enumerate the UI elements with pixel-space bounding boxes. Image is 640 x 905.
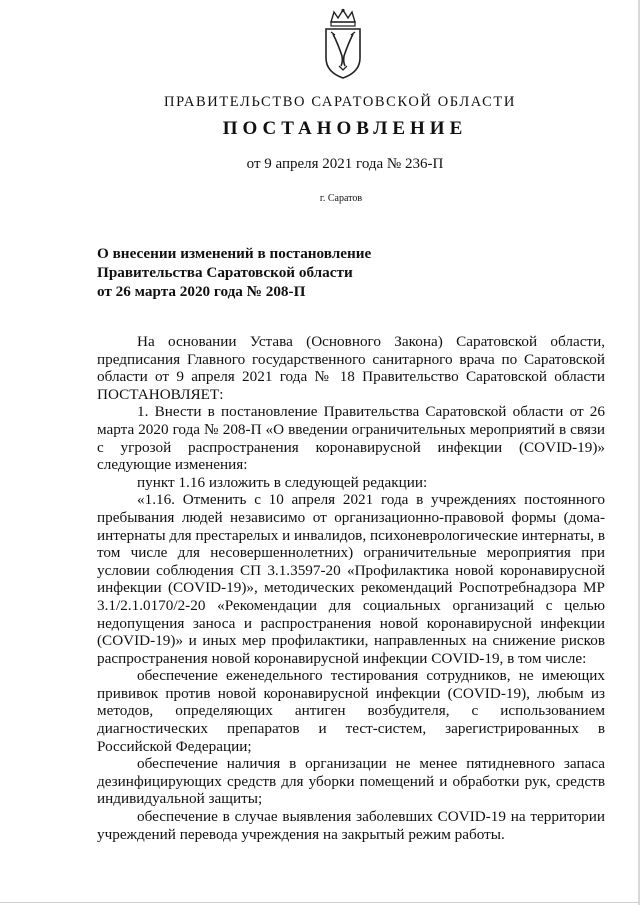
body-paragraph-item-1: 1. Внести в постановление Правительства Саратовской области от 26 марта 2020 года № 208-П «О введении ограничительных мероприятий в связи с угрозой распространения коронавирусной инфекции (COVID-19)» следующие изменения: [97,403,605,474]
document-city: г. Саратов [319,193,363,204]
document-type-title: ПОСТАНОВЛЕНИЕ [222,118,468,139]
body-paragraph-preamble: На основании Устава (Основного Закона) Саратовской области, предписания Главного государственного санитарного врача по Саратовской области от 9 апреля 2021 года № 18 Правительство Саратовской области ПОСТАНОВЛЯЕТ: [97,333,605,403]
document-body [97,333,605,843]
body-paragraph-point-1-16: пункт 1.16 изложить в следующей редакции: [137,473,428,491]
subject-line: Правительства Саратовской области [97,264,353,281]
body-paragraph-testing: обеспечение еженедельного тестирования сотрудников, не имеющих прививок против новой коронавирусной инфекции (COVID-19), любым из методов, определяющих антиген возбудителя, с использованием диагностических препаратов и тест-систем, зарегистрированных в Российской Федерации; [97,667,605,755]
document-subject [97,244,417,301]
body-paragraph-closed-mode: обеспечение в случае выявления заболевших COVID-19 на территории учреждений перевода учреждения на закрытый режим работы. [97,808,605,843]
saratov-coat-of-arms-icon [314,8,372,80]
scan-bottom-line [0,902,640,903]
body-paragraph-supplies: обеспечение наличия в организации не менее пятидневного запаса дезинфицирующих средств для уборки помещений и обработки рук, средств индивидуальной защиты; [97,755,605,808]
body-paragraph-new-wording: «1.16. Отменить с 10 апреля 2021 года в учреждениях постоянного пребывания людей независимо от организационно-правовой формы (дома-интернаты для престарелых и инвалидов, психоневрологические интернаты, в том числе для несовершеннолетних) ограничительные мероприятия при условии соблюдения СП 3.1.3597-20 «Профилактика новой коронавирусной инфекции (COVID-19)», методических рекомендаций Роспотребнадзора МР 3.1/2.1.0170/2-20 «Рекомендации для социальных организаций с целью недопущения заноса и распространения новой коронавирусной инфекции (COVID-19)» и иных мер профилактики, направленных на снижение рисков распространения новой коронавирусной инфекции COVID-19, в том числе: [97,491,605,667]
document-date-number: от 9 апреля 2021 года № 236-П [246,156,444,172]
government-name: ПРАВИТЕЛЬСТВО САРАТОВСКОЙ ОБЛАСТИ [164,94,516,110]
subject-line: О внесении изменений в постановление [97,245,372,262]
subject-line: от 26 марта 2020 года № 208-П [97,283,306,300]
